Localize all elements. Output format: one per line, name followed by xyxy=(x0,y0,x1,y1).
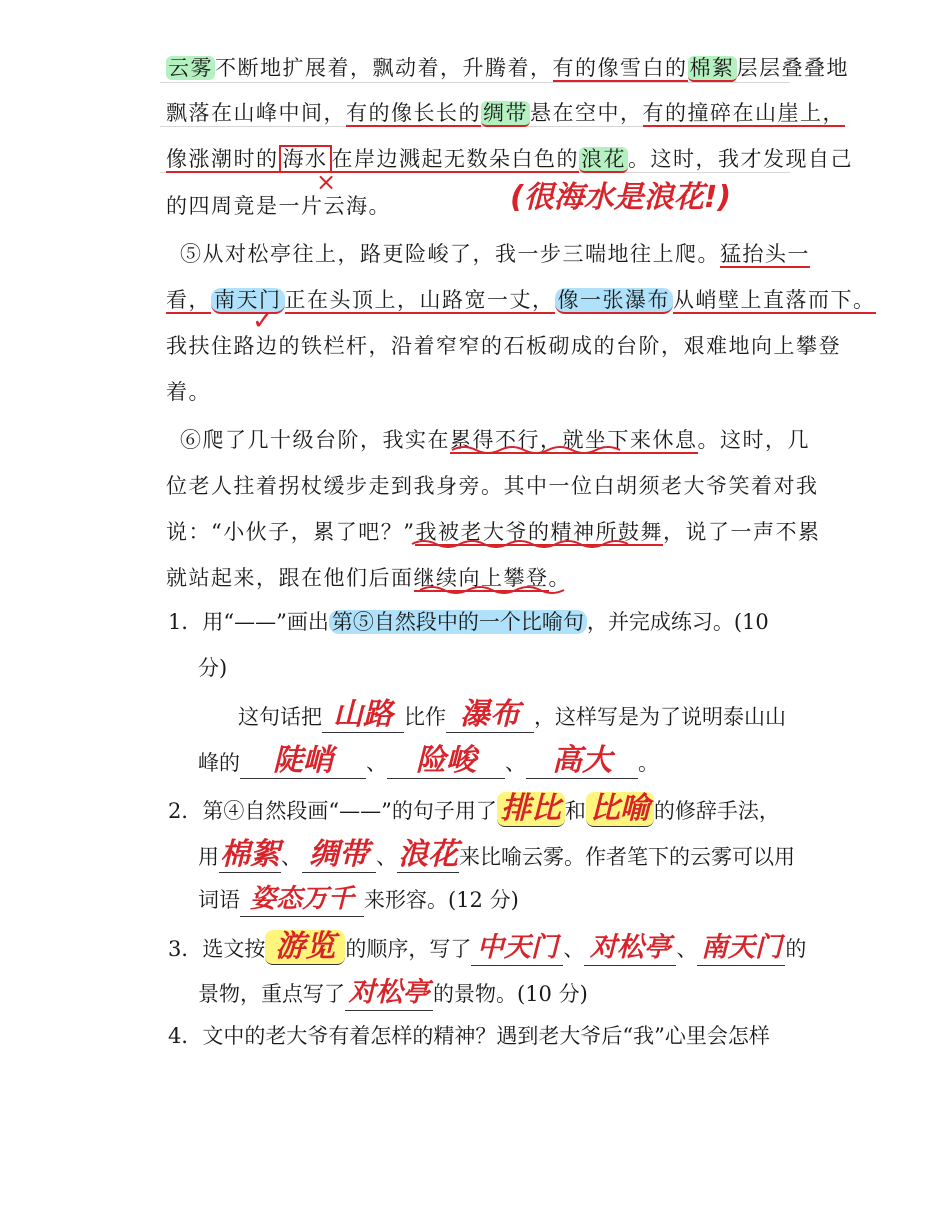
text: 。 xyxy=(638,751,659,775)
text: 像涨潮时的 xyxy=(166,147,279,171)
text: ⑤从对松亭往上，路更险峻了，我一步三喘地往上爬。 xyxy=(180,242,720,266)
highlight-mianxu: 棉絮 xyxy=(689,56,735,80)
p6-line-4 xyxy=(166,564,786,592)
p4-line-4: 的四周竟是一片云海。 xyxy=(166,194,391,218)
answer-blank[interactable]: 游览 xyxy=(265,930,345,965)
q1-sentence-1 xyxy=(238,698,786,733)
text: 、 xyxy=(505,751,526,775)
answer-blank[interactable]: 比喻 xyxy=(586,792,654,827)
question-number: 4． xyxy=(168,1024,203,1048)
p4-line-2 xyxy=(166,99,845,127)
text: 正在头顶上，山路宽一丈， xyxy=(284,288,555,312)
text: 。 xyxy=(548,566,571,590)
p6-line-1 xyxy=(180,426,810,454)
underline-leidebuxing: 累得不行，就坐下来休息 xyxy=(450,428,698,452)
answer-blank[interactable]: 南天门 xyxy=(697,931,785,966)
highlight-yunwu: 云雾 xyxy=(168,56,213,80)
text: 来形容。(12 分) xyxy=(364,888,519,912)
text: 文中的老大爷有着怎样的精神？遇到老大爷后“我”心里会怎样 xyxy=(202,1024,770,1048)
underline-simile-3: 有的撞碎在山崖上， xyxy=(642,101,845,125)
handwritten-margin-note: (很海水是浪花!) xyxy=(510,180,732,215)
question-number: 2． xyxy=(168,799,203,823)
text: 的修辞手法， xyxy=(653,799,780,823)
text: 词语 xyxy=(198,888,240,912)
text: 从峭壁上直落而下。 xyxy=(673,288,876,312)
p5-line-3: 我扶住路边的铁栏杆，沿着窄窄的石板砌成的台阶，艰难地向上攀登 xyxy=(166,334,841,358)
highlight-choudai: 绸带 xyxy=(483,101,528,125)
answer-blank[interactable]: 姿态万千 xyxy=(240,882,364,917)
text: 悬在空中， xyxy=(530,101,643,125)
text: 、 xyxy=(281,845,302,869)
p5-line-4: 着。 xyxy=(166,380,211,404)
answer-blank[interactable]: 险峻 xyxy=(387,744,505,779)
highlight-q1-task: 第⑤自然段中的一个比喻句 xyxy=(329,610,587,634)
underline-simile-1: 有的像雪白的 xyxy=(552,56,688,80)
answer-blank[interactable]: 对松亭 xyxy=(345,976,433,1011)
text: ，这样写是为了说明泰山山 xyxy=(534,705,786,729)
underline-simile-2: 有的像长长的 xyxy=(346,101,481,125)
question-number: 3． xyxy=(168,937,203,961)
question-number: 1． xyxy=(168,610,203,634)
p5-line-1 xyxy=(180,240,810,268)
text: 就站起来，跟在他们后面 xyxy=(166,566,414,590)
question-1 xyxy=(168,608,769,636)
answer-blank[interactable]: 浪花 xyxy=(398,837,458,872)
text: 和 xyxy=(564,799,586,823)
p4-line-1 xyxy=(166,54,849,82)
text: 选文按 xyxy=(202,937,266,961)
underline-panden: 继续向上攀登 xyxy=(413,566,549,590)
text: 第④自然段画“——”的句子用了 xyxy=(202,799,497,823)
answer-blank[interactable]: 排比 xyxy=(497,792,565,827)
answer-blank[interactable]: 山路 xyxy=(322,698,404,733)
p4-line-3 xyxy=(166,145,853,173)
underline-mengtaitou: 猛抬头一 xyxy=(720,242,810,266)
text: 层层叠叠地 xyxy=(736,56,849,80)
answer-blank[interactable]: 瀑布 xyxy=(446,698,534,733)
text: 、 xyxy=(676,937,698,961)
highlight-langhua: 浪花 xyxy=(581,147,626,171)
question-2 xyxy=(168,792,780,827)
p6-line-2: 位老人拄着拐杖缓步走到我身旁。其中一位白胡须老大爷笑着对我 xyxy=(166,474,819,498)
underline-guwu: 我被老大爷的精神所鼓舞 xyxy=(415,520,663,544)
text: ⑥爬了几十级台阶，我实在 xyxy=(180,428,450,452)
text: 峰的 xyxy=(198,751,240,775)
ruled-line xyxy=(160,82,790,83)
answer-blank[interactable]: 中天门 xyxy=(471,931,563,966)
check-mark-icon: ✓ xyxy=(252,306,274,336)
question-4 xyxy=(168,1022,770,1050)
question-3 xyxy=(168,930,806,966)
text: 。这时，我才发现自己 xyxy=(628,147,853,171)
highlight-pubu: 像一张瀑布 xyxy=(555,288,674,314)
text: ，并完成练习。(10 xyxy=(586,610,769,634)
answer-blank[interactable]: 绸带 xyxy=(302,838,376,873)
answer-blank[interactable]: 对松亭 xyxy=(584,931,676,966)
question-1-cont: 分) xyxy=(198,656,228,680)
text: 景物，重点写了 xyxy=(198,982,345,1006)
text: 、 xyxy=(366,751,387,775)
text: 用 xyxy=(198,845,219,869)
text: ，说了一声不累 xyxy=(662,520,821,544)
answer-blank[interactable]: 陡峭 xyxy=(240,744,366,779)
answer-blank[interactable]: 高大 xyxy=(526,744,638,779)
text: 说：“小伙子，累了吧？” xyxy=(166,520,416,544)
answer-blank[interactable]: 棉絮 xyxy=(220,837,280,872)
text: 的 xyxy=(785,937,807,961)
text: 的景物。(10 分) xyxy=(433,982,588,1006)
question-3-cont xyxy=(198,976,588,1011)
text: 。这时，几 xyxy=(697,428,810,452)
text: 在岸边溅起无数朵白色的 xyxy=(331,147,579,171)
text: 比作 xyxy=(404,705,446,729)
highlight-nantianmen: 南天门 xyxy=(211,288,285,314)
text: 、 xyxy=(563,937,585,961)
text: 、 xyxy=(376,845,397,869)
question-2-cont xyxy=(198,838,795,873)
text: 用“——”画出 xyxy=(202,610,329,634)
question-2-cont-2 xyxy=(198,882,519,917)
text: 看， xyxy=(166,288,211,312)
text: 不断地扩展着，飘动着，升腾着， xyxy=(215,56,553,80)
text: 这句话把 xyxy=(238,705,322,729)
text: 来比喻云雾。作者笔下的云雾可以用 xyxy=(459,845,795,869)
boxed-haishui: 海水 xyxy=(279,145,332,173)
q1-sentence-2 xyxy=(198,744,659,779)
text: 飘落在山峰中间， xyxy=(166,101,346,125)
p6-line-3 xyxy=(166,518,821,546)
x-mark-icon: × xyxy=(316,168,337,196)
text: 的顺序，写了 xyxy=(345,937,472,961)
